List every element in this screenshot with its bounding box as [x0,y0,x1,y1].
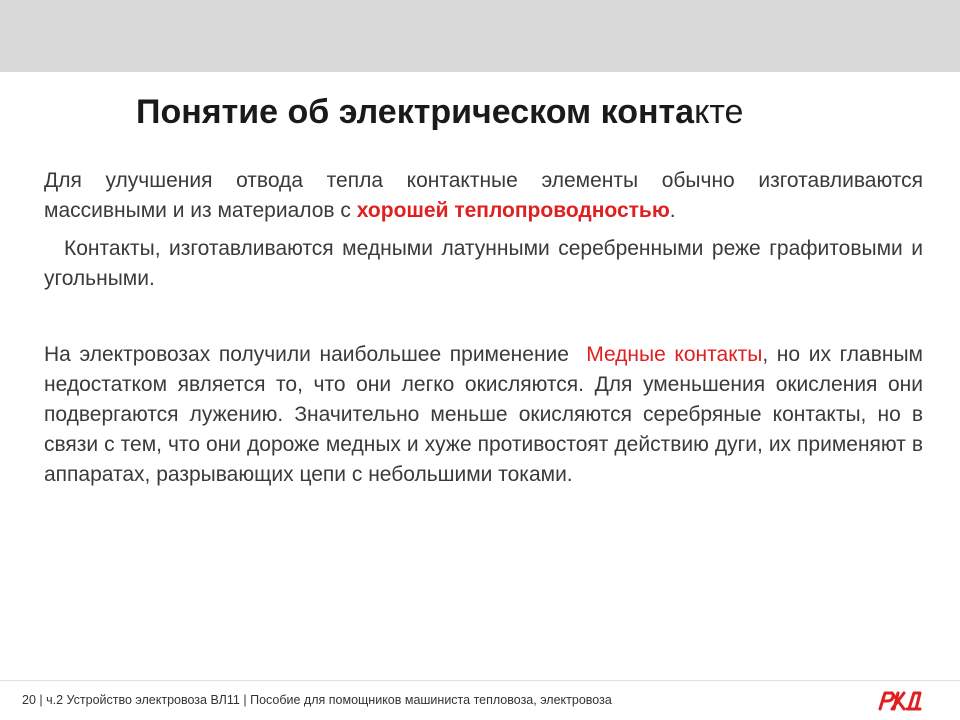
paragraph-3-text-after: , но их главным недостатком является то, что они легко окисляются. Для уменьшения окисления они подвергаются лужению. Значительно меньше окисляются серебряные контакты, но в связи с тем, что они дороже медных и хуже противостоят действию дуги, их применяют в аппаратах, разрывающих цепи с небольшими токами. [44,343,923,486]
paragraph-2-text: Контакты, изготавливаются медными латунными серебренными реже графитовыми и угольными. [44,237,923,290]
footer-divider [0,680,960,681]
footer-manual: Пособие для помощников машиниста тепловоза, электровоза [250,693,612,707]
footer-page-number: 20 [22,693,36,707]
footer-book-title: Устройство электровоза ВЛ11 [66,693,240,707]
paragraph-1 [44,166,923,226]
paragraph-1-highlight: хорошей теплопроводностью [356,199,670,222]
footer-part: ч.2 [46,693,64,707]
top-band [0,0,960,72]
title-normal-part: кте [694,93,744,131]
paragraph-1-text-before: Для улучшения отвода тепла контактные элементы обычно изготавливаются массивными и из материалов с [44,169,923,222]
rzd-logo-icon [876,688,924,712]
rzd-logo-svg [876,688,924,712]
paragraph-1-text-after: . [669,199,676,222]
title-bold-part: Понятие об электрическом конта [136,93,695,131]
paragraph-2 [44,234,923,294]
paragraph-3 [44,340,923,490]
slide-content [44,166,923,490]
footer [22,690,842,710]
slide-title [136,88,936,136]
paragraph-3-highlight: Медные контакты [586,343,763,366]
footer-separator-2: | [243,693,247,707]
footer-separator-1: | [39,693,43,707]
paragraph-3-text-before: На электровозах получили наибольшее применение [44,343,587,366]
